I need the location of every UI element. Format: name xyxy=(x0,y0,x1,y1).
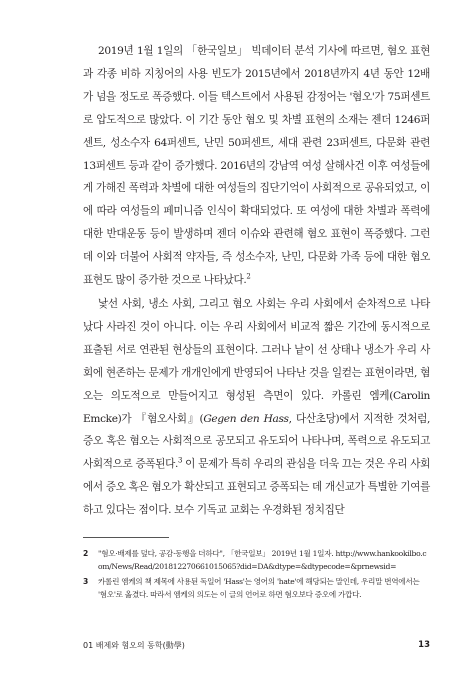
paragraph-2-text-c: 이 문제가 특히 우리의 관심을 더욱 끄는 것은 우리 사회에서 증오 혹은 혐오가 확산되고 표현되고 증폭되는 데 개신교가 특별한 기여를 하고 있다는 점이다. 보수 기독교 교회는 우경화된 정치집단 xyxy=(83,458,430,517)
paragraph-1 xyxy=(83,40,430,292)
footnote-3 xyxy=(83,576,430,601)
page-footer xyxy=(83,640,430,651)
paragraph-2-text-a: 낯선 사회, 냉소 사회, 그리고 혐오 사회는 우리 사회에서 순차적으로 나타났다 사라진 것이 아니다. 이는 우리 사회에서 비교적 짧은 기간에 동시적으로 표출된 서로 연관된 현상들의 표현이다. 그러나 낱이 선 상태나 냉소가 우리 사회에 현존하는 문제가 개개인에게 반영되어 나타난 것을 일컫는 표현이라면, 혐오는 의도적으로 만들어지고 형성된 측면이 있다. 카롤린 엠케(Carolin Emcke)가 『혐오사회』( xyxy=(83,297,430,425)
paragraph-2 xyxy=(83,293,430,522)
paragraph-1-text: 2019년 1월 1일의 「한국일보」 빅데이터 분석 기사에 따르면, 혐오 표현과 각종 비하 지칭어의 사용 빈도가 2015년에서 2018년까지 4년 동안 12배가 넘을 정도로 폭증했다. 이들 텍스트에서 사용된 감정어는 '혐오'가 75퍼센트로 압도적으로 많았다. 이 기간 동안 혐오 및 차별 표현의 소재는 젠더 1246퍼센트, 성소수자 64퍼센트, 난민 50퍼센트, 세대 관련 23퍼센트, 다문화 관련 13퍼센트 등과 같이 증가했다. 2016년의 강남역 여성 살해사건 이후 여성들에게 가해진 폭력과 차별에 대한 여성들의 집단기억이 사회적으로 공유되었고, 이에 따라 여성들의 페미니즘 인식이 확대되었다. 또 여성에 대한 차별과 폭력에 대한 반대운동 등이 발생하며 젠더 이슈와 관련해 혐오 표현이 폭증했다. 그런데 이와 더불어 사회적 약자들, 즉 성소수자, 난민, 다문화 가족 등에 대한 혐오 표현도 많이 증가한 것으로 나타났다. xyxy=(83,45,430,287)
footnote-number: 2 xyxy=(83,549,88,558)
running-chapter-title: 01 배제와 혐오의 동학(動學) xyxy=(83,641,185,650)
book-original-title: Gegen den Hass xyxy=(203,412,289,425)
footnotes xyxy=(83,548,430,604)
page-number: 13 xyxy=(418,640,430,650)
body-text xyxy=(83,40,430,522)
footnote-number: 3 xyxy=(83,577,88,587)
footnote-ref-2[interactable]: 2 xyxy=(246,272,251,281)
footnote-divider xyxy=(83,537,169,538)
footnote-text: "혐오·배제를 덮다, 공감·동행을 더하다", 「한국일보」 2019년 1월 1일자. http://www.hankookilbo.com/News/Read/201812270661015065?did=DA&dtype=&dtypecode=&prnewsid= xyxy=(98,549,427,571)
paragraph-2-text-b: , 다산초당)에서 지적한 것처럼, 증오 혹은 혐오는 사회적으로 공모되고 유도되어 나타나며, 폭력으로 유도되고 사회적으로 증폭된다. xyxy=(83,412,430,471)
footnote-text: 카롤린 엠케의 책 제목에 사용된 독일어 'Hass'는 영어의 'hate'에 해당되는 말인데, 우리말 번역에서는 '혐오'로 옮겼다. 따라서 엠케의 의도는 이 글의 언어로 하면 혐오보다 증오에 가깝다. xyxy=(98,577,420,599)
footnote-ref-3[interactable]: 3 xyxy=(178,456,183,465)
footnote-2 xyxy=(83,548,430,573)
